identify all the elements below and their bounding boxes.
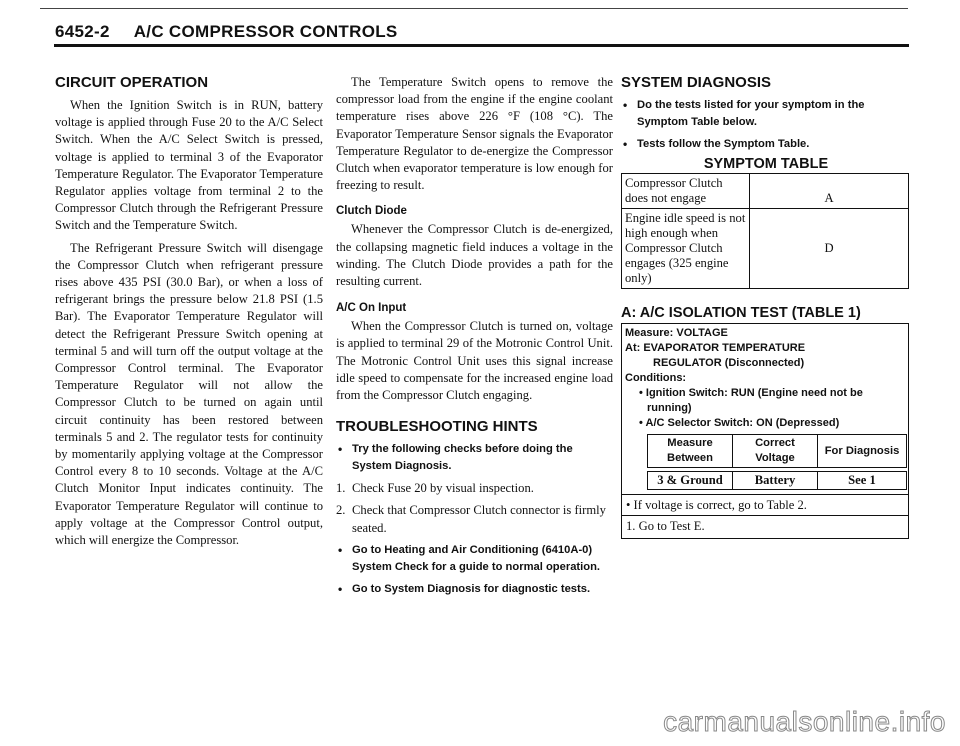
- isolation-test-box: [621, 323, 909, 539]
- circuit-paragraph-2: The Refrigerant Pressure Switch will disengage the Compressor Clutch when refrigerant pressure rises above 435 PSI (30.0 Bar), or when a loss of refrigerant brings the pressure below 21.8 PSI (1.5 Bar). The Evaporator Temperature Regulator will detect the Refrigerant Pressure Switch opening at terminal 5 and will turn off the output voltage at the Compressor Control terminal. The Evaporator Temperature Regulator will not allow the Compressor Clutch to be turned on again until circuit continuity has been restored between terminals 5 and 2. The regulator tests for continuity by momentarily applying voltage at the Compressor Control every 8 to 10 seconds. Voltage at the A/C Clutch Monitor Input indicates continuity. The Evaporator Temperature Regulator will continue to apply voltage at the Compressor Control output, which will energize the Compressor.: [55, 240, 323, 548]
- column-middle: [336, 74, 613, 603]
- circuit-operation-heading: CIRCUIT OPERATION: [55, 74, 209, 91]
- conditions-label: Conditions:: [625, 372, 687, 384]
- hint-text: Go to System Diagnosis for diagnostic tests.: [352, 582, 591, 595]
- isolation-test-heading: A: A/C ISOLATION TEST (TABLE 1): [621, 305, 861, 321]
- isolation-note-1: • If voltage is correct, go to Table 2.: [622, 494, 908, 515]
- bullet-text: Tests follow the Symptom Table.: [637, 138, 810, 150]
- table-row: [622, 209, 909, 289]
- bullet-text: Do the tests listed for your symptom in the Symptom Table below.: [637, 99, 865, 128]
- symptom-cell: Compressor Clutch does not engage: [622, 174, 750, 209]
- diagnosis-bullet: [621, 136, 911, 153]
- column-circuit-operation: [55, 74, 323, 549]
- circuit-paragraph-1: When the Ignition Switch is in RUN, battery voltage is applied through Fuse 20 to the A/C Select Switch. When the A/C Select Switch is pressed, voltage is applied to terminal 3 of the Evaporator Temperature Regulator. The Evaporator Temperature Regulator applies voltage from terminal 2 to the Compressor Clutch through the Refrigerant Pressure Switch and the Temperature Switch.: [55, 98, 323, 233]
- step-text: Check Fuse 20 by visual inspection.: [352, 481, 534, 496]
- check-steps: [336, 480, 613, 537]
- hint-item: [336, 581, 613, 598]
- ac-on-input-subheading: A/C On Input: [336, 302, 407, 315]
- hint-text: Go to Heating and Air Conditioning (6410A-0) System Check for a guide to normal operation.: [352, 543, 601, 573]
- isolation-header-table: [647, 434, 907, 468]
- troubleshooting-list: [336, 441, 613, 475]
- measure-line: Measure: VOLTAGE: [625, 327, 728, 339]
- step-item: [336, 502, 613, 536]
- isolation-value-table: [647, 471, 907, 490]
- page-title: A/C COMPRESSOR CONTROLS: [133, 22, 398, 41]
- isolation-note-2: 1. Go to Test E.: [622, 515, 908, 538]
- troubleshooting-list-2: [336, 542, 613, 598]
- temperature-switch-paragraph: The Temperature Switch opens to remove the compressor load from the engine if the engine coolant temperature rises above 226 °F (108 °C). The Evaporator Temperature Sensor signals the Evaporator Temperature Regulator to de-energize the Compressor Clutch when evaporator temperature is low enough for freezing to result.: [336, 75, 613, 193]
- top-rule: [40, 8, 908, 9]
- clutch-diode-subheading: Clutch Diode: [336, 205, 407, 218]
- isolation-conditions: [622, 324, 908, 494]
- troubleshooting-heading: TROUBLESHOOTING HINTS: [336, 418, 538, 436]
- column-system-diagnosis: [621, 74, 911, 539]
- at-line-2: REGULATOR (Disconnected): [653, 357, 805, 369]
- watermark: carmanualsonline.info: [663, 706, 946, 737]
- condition-item: • A/C Selector Switch: ON (Depressed): [639, 417, 840, 429]
- symptom-table: [621, 173, 909, 289]
- column-header-measure: Measure Between: [648, 435, 733, 468]
- column-header-diagnosis: For Diagnosis: [818, 435, 907, 468]
- step-item: [336, 480, 613, 497]
- symptom-table-title: SYMPTOM TABLE: [703, 156, 829, 172]
- condition-item: • Ignition Switch: RUN (Engine need not be running): [639, 387, 863, 414]
- step-number: 2.: [336, 503, 346, 518]
- header-rule: [54, 44, 909, 47]
- test-cell: D: [750, 209, 909, 289]
- diagnosis-bullets: [621, 97, 911, 153]
- ac-on-input-paragraph: When the Compressor Clutch is turned on, voltage is applied to terminal 29 of the Motronic Control Unit. The Motronic Control Unit uses this signal increase idle speed to compensate for the increased engine load from the Compressor Clutch engaging.: [336, 319, 613, 403]
- hint-item: [336, 441, 613, 475]
- hint-text: Try the following checks before doing the System Diagnosis.: [352, 443, 573, 473]
- page-header: [55, 22, 398, 42]
- at-line: At: EVAPORATOR TEMPERATURE: [625, 342, 806, 354]
- step-number: 1.: [336, 481, 346, 496]
- test-cell: A: [750, 174, 909, 209]
- symptom-cell: Engine idle speed is not high enough when Compressor Clutch engages (325 engine only): [622, 209, 750, 289]
- clutch-diode-paragraph: Whenever the Compressor Clutch is de-energized, the collapsing magnetic field induces a voltage in the winding. The Clutch Diode provides a path for the resulting current.: [336, 222, 613, 289]
- hint-item: [336, 542, 613, 576]
- step-text: Check that Compressor Clutch connector is firmly seated.: [352, 503, 606, 535]
- column-header-voltage: Correct Voltage: [733, 435, 818, 468]
- measure-between-cell: 3 & Ground: [648, 472, 733, 490]
- voltage-cell: Battery: [733, 472, 818, 490]
- table-row: [622, 174, 909, 209]
- diagnosis-bullet: [621, 97, 911, 131]
- diagnosis-cell: See 1: [818, 472, 907, 490]
- system-diagnosis-heading: SYSTEM DIAGNOSIS: [621, 74, 772, 91]
- page-number: 6452-2: [55, 22, 110, 41]
- table-row: [648, 472, 907, 490]
- table-header-row: [648, 435, 907, 468]
